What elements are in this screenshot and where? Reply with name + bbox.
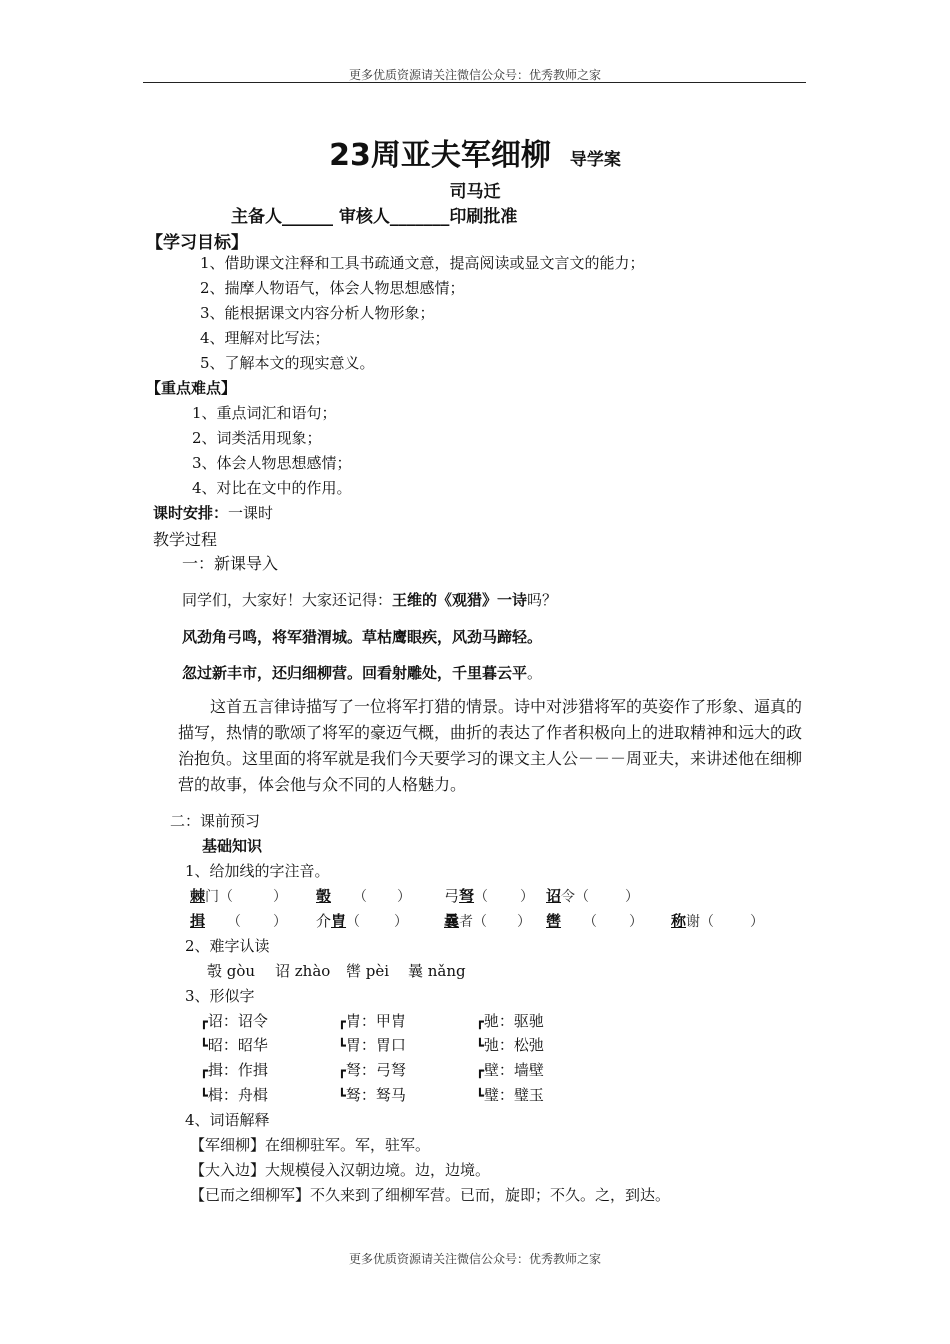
title-suffix: 导学案: [569, 150, 621, 170]
goal-item: 4、理解对比写法；: [200, 329, 330, 347]
pinyin-item: 弓弩（ ）: [444, 887, 535, 905]
definition-item: 【大入边】大规模侵入汉朝边境。边，边境。: [190, 1161, 491, 1179]
similar-char: ┏揖：作揖: [200, 1061, 268, 1079]
similar-char: ┗昭：昭华: [200, 1036, 268, 1054]
intro-prefix: 同学们，大家好！大家还记得：: [182, 591, 393, 609]
pinyin-item: 辔 （ ）: [546, 912, 644, 930]
author: 司马迁: [449, 182, 501, 202]
similar-char: ┗璧：璧玉: [476, 1086, 544, 1104]
similar-char: ┏壁：墙壁: [476, 1061, 544, 1079]
definition-item: 【军细柳】在细柳驻军。军，驻军。: [190, 1136, 431, 1154]
prep-line: 主备人______ 审核人_______印刷批准: [231, 207, 518, 227]
reading-item: 辔 pèi: [346, 962, 390, 980]
marked-char: 辔: [546, 912, 562, 930]
marked-char: 曩: [444, 912, 460, 930]
page-footer: 更多优质资源请关注微信公众号：优秀教师之家: [348, 1252, 601, 1266]
marked-char: 胄: [331, 912, 347, 930]
question-3: 3、形似字: [185, 987, 255, 1005]
question-4: 4、词语解释: [185, 1111, 270, 1129]
similar-char: ┏弩：弓弩: [338, 1061, 406, 1079]
poem-line-2: [182, 662, 542, 683]
question-1: 1、给加线的字注音。: [185, 862, 330, 880]
poem-line-2-end: 。: [527, 664, 543, 682]
similar-char: ┏驰：驱驰: [476, 1012, 544, 1030]
pinyin-item: 曩者（ ）: [444, 912, 532, 930]
question-2: 2、难字认读: [185, 937, 270, 955]
pinyin-item: 称谢（ ）: [671, 912, 765, 930]
marked-char: 棘: [190, 887, 206, 905]
poem-line-2-text: 忽过新丰市，还归细柳营。回看射雕处，千里暮云平: [182, 664, 528, 682]
similar-char: ┗弛：松弛: [476, 1036, 544, 1054]
goals-heading: 【学习目标】: [146, 233, 248, 253]
intro-line: [182, 589, 557, 610]
process-label: 教学过程: [153, 530, 218, 549]
goal-item: 2、揣摩人物语气，体会人物思想感情；: [200, 279, 465, 297]
marked-char: 彀: [316, 887, 332, 905]
pinyin-item: 揖 （ ）: [190, 912, 288, 930]
title-block: [0, 130, 950, 174]
similar-char: ┗胃：胃口: [338, 1036, 406, 1054]
intro-poem-title: 王维的《观猎》一诗: [392, 591, 528, 609]
pinyin-item: 诏令（ ）: [546, 887, 640, 905]
goal-item: 3、能根据课文内容分析人物形象；: [200, 304, 435, 322]
poem-line-1: 风劲角弓鸣，将军猎渭城。草枯鹰眼疾，风劲马蹄轻。: [182, 628, 543, 646]
similar-char: ┏诏：诏令: [200, 1012, 268, 1030]
section1-heading: 一：新课导入: [182, 554, 279, 573]
marked-char: 诏: [546, 887, 562, 905]
keypoint-item: 4、对比在文中的作用。: [192, 479, 352, 497]
pinyin-item: 介胄（ ）: [316, 912, 409, 930]
keypoint-item: 3、体会人物思想感情；: [192, 454, 352, 472]
keypoint-item: 2、词类活用现象；: [192, 429, 322, 447]
schedule-value: 一课时: [228, 504, 274, 522]
similar-char: ┏胄：甲胄: [338, 1012, 406, 1030]
similar-char: ┗驽：驽马: [338, 1086, 406, 1104]
header-rule: [143, 82, 806, 83]
pinyin-item: 棘门（ ）: [190, 887, 288, 905]
marked-char: 弩: [459, 887, 475, 905]
schedule-label: 课时安排：: [153, 504, 229, 522]
schedule: [153, 502, 273, 523]
marked-char: 称: [671, 912, 687, 930]
page-title: 23周亚夫军细柳: [329, 138, 551, 173]
pinyin-item: 彀 （ ）: [316, 887, 412, 905]
reading-item: 彀 gòu: [207, 962, 256, 980]
section2-heading: 二：课前预习: [170, 812, 261, 830]
definition-item: 【已而之细柳军】不久来到了细柳军营。已而，旋即；不久。之，到达。: [190, 1186, 671, 1204]
reading-item: 诏 zhào: [275, 962, 331, 980]
reading-item: 曩 nǎng: [408, 962, 466, 980]
goal-item: 1、借助课文注释和工具书疏通文意，提高阅读或显文言文的能力；: [200, 254, 645, 272]
similar-char: ┗楫：舟楫: [200, 1086, 268, 1104]
page-header: 更多优质资源请关注微信公众号：优秀教师之家: [348, 68, 601, 82]
marked-char: 揖: [190, 912, 206, 930]
section2-sub: 基础知识: [202, 837, 263, 855]
goal-item: 5、了解本文的现实意义。: [200, 354, 375, 372]
keypoint-item: 1、重点词汇和语句；: [192, 404, 337, 422]
intro-paragraph: 这首五言律诗描写了一位将军打猎的情景。诗中对涉猎将军的英姿作了形象、逼真的描写，热情的歌颂了将军的豪迈气概，曲折的表达了作者积极向上的进取精神和远大的政治抱负。这里面的将军就是我们今天要学习的课文主人公－－－周亚夫，来讲述他在细柳营的故事，体会他与众不同的人格魅力。: [178, 697, 803, 794]
intro-suffix: 吗？: [527, 591, 558, 609]
keypoints-heading: 【重点难点】: [146, 379, 237, 397]
